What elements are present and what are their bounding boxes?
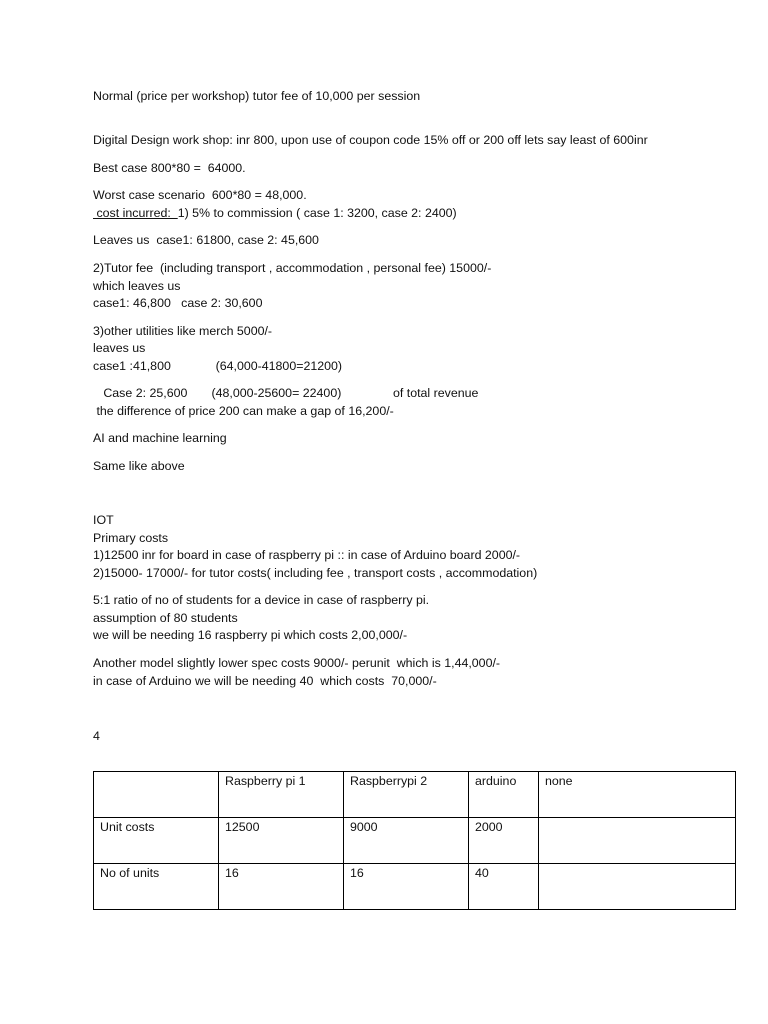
text-line: Best case 800*80 = 64000. — [93, 161, 246, 175]
table-header-row — [94, 772, 736, 818]
text-line: Same like above — [93, 459, 185, 473]
text-line: we will be needing 16 raspberry pi which costs 2,00,000/- — [93, 628, 408, 642]
text-line: 2)Tutor fee (including transport , accommodation , personal fee) 15000/- — [93, 261, 492, 275]
table-cell — [539, 864, 736, 910]
table-cell — [539, 818, 736, 864]
text-line: leaves us — [93, 341, 146, 355]
text-line: case1: 46,800 case 2: 30,600 — [93, 296, 263, 310]
text-line: in case of Arduino we will be needing 40 which costs 70,000/- — [93, 674, 437, 688]
table-cell — [94, 772, 219, 818]
table-cell: Raspberry pi 1 — [219, 772, 344, 818]
text-line: Digital Design work shop: inr 800, upon use of coupon code 15% off or 200 off lets say least of 600inr — [93, 133, 648, 147]
text-line: Normal (price per workshop) tutor fee of 10,000 per session — [93, 89, 421, 103]
text-line: 1)12500 inr for board in case of raspberry pi :: in case of Arduino board 2000/- — [93, 548, 521, 562]
text-line: Case 2: 25,600 (48,000-25600= 22400) of total revenue — [93, 386, 479, 400]
text-line: the difference of price 200 can make a gap of 16,200/- — [93, 404, 394, 418]
text-line: Worst case scenario 600*80 = 48,000. — [93, 188, 307, 202]
text-span: 1) 5% to commission ( case 1: 3200, case 2: 2400) — [177, 206, 457, 220]
cost-table — [93, 771, 736, 910]
text-line: IOT — [93, 513, 114, 527]
text-line: Another model slightly lower spec costs 9000/- perunit which is 1,44,000/- — [93, 656, 501, 670]
table-cell: arduino — [469, 772, 539, 818]
table-cell: 16 — [219, 864, 344, 910]
underlined-label: cost incurred: — [93, 206, 178, 220]
table-row — [94, 818, 736, 864]
text-line: 2)15000- 17000/- for tutor costs( including fee , transport costs , accommodation) — [93, 566, 538, 580]
table-cell: No of units — [94, 864, 219, 910]
table-cell: 2000 — [469, 818, 539, 864]
text-line: 3)other utilities like merch 5000/- — [93, 324, 273, 338]
text-line — [93, 206, 457, 220]
text-line: 5:1 ratio of no of students for a device in case of raspberry pi. — [93, 593, 430, 607]
table-cell: Unit costs — [94, 818, 219, 864]
text-line: Leaves us case1: 61800, case 2: 45,600 — [93, 233, 319, 247]
table-cell: 9000 — [344, 818, 469, 864]
table-cell: 40 — [469, 864, 539, 910]
table-cell: 16 — [344, 864, 469, 910]
text-line: Primary costs — [93, 531, 169, 545]
table-row — [94, 864, 736, 910]
table-cell: 12500 — [219, 818, 344, 864]
text-line: case1 :41,800 (64,000-41800=21200) — [93, 359, 343, 373]
text-line: AI and machine learning — [93, 431, 227, 445]
text-line: assumption of 80 students — [93, 611, 238, 625]
table-cell: Raspberrypi 2 — [344, 772, 469, 818]
text-line: 4 — [93, 729, 100, 743]
table-cell: none — [539, 772, 736, 818]
text-line: which leaves us — [93, 279, 181, 293]
